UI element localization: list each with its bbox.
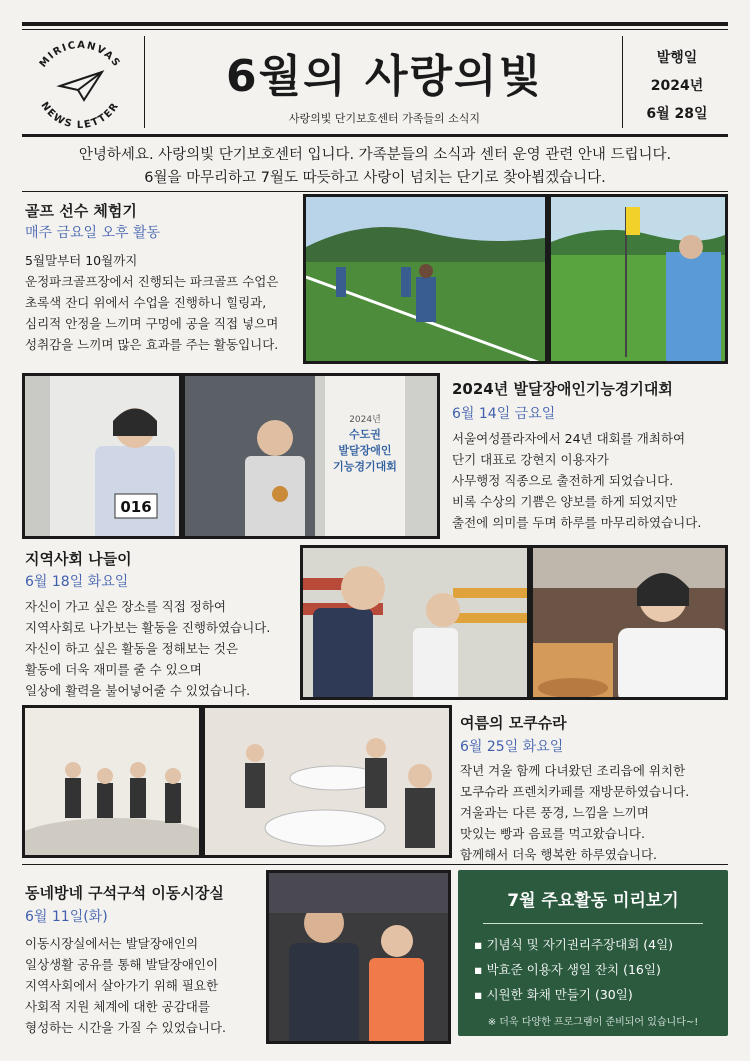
intro-text xyxy=(22,144,728,190)
outing-line: 일상에 활력을 불어넣어줄 수 있었습니다. xyxy=(25,683,251,698)
mayor-date: 6월 11일(화) xyxy=(25,909,108,925)
golf-date: 매주 금요일 오후 활동 xyxy=(25,225,161,241)
banner-line-1: 수도권 xyxy=(349,428,381,441)
outing-date: 6월 18일 화요일 xyxy=(25,574,129,590)
golf-line: 성취감을 느끼며 많은 효과를 주는 활동입니다. xyxy=(25,337,279,352)
cafe-line: 맛있는 빵과 음료를 먹고왔습니다. xyxy=(460,826,645,841)
preview-item: ▪ 시원한 화채 만들기 (30일) xyxy=(474,987,633,1002)
contest-line: 단기 대표로 강현지 이용자가 xyxy=(452,452,609,467)
mayor-body xyxy=(25,933,226,1038)
issue-date: 6월 28일 xyxy=(646,106,708,122)
cafe-line: 겨울과는 다른 풍경, 느낌을 느끼며 xyxy=(460,805,649,820)
banner-line-3: 기능경기대회 xyxy=(333,460,397,473)
mayor-title: 동네방네 구석구석 이동시장실 xyxy=(25,884,224,902)
paper-plane-icon xyxy=(60,72,102,100)
cafe-date: 6월 25일 화요일 xyxy=(460,739,564,755)
outing-line: 자신이 하고 싶은 활동을 정해보는 것은 xyxy=(25,641,239,656)
golf-line: 5월말부터 10월까지 xyxy=(25,253,138,268)
banner-line-2: 발달장애인 xyxy=(338,444,392,457)
cafe-line: 함께해서 더욱 행복한 하루였습니다. xyxy=(460,847,658,862)
intro-line-1: 안녕하세요. 사랑의빛 단기보호센터 입니다. 가족분들의 소식과 센터 운영 관련 안내 드립니다. xyxy=(78,147,672,163)
issue-year: 2024년 xyxy=(650,78,704,94)
mayor-line: 일상생활 공유를 통해 발달장애인이 xyxy=(25,957,219,972)
contest-body xyxy=(452,428,701,533)
golf-line: 초록색 잔디 위에서 수업을 진행하니 힐링과, xyxy=(25,295,267,310)
preview-note: ※ 더욱 다양한 프로그램이 준비되어 있습니다~! xyxy=(487,1017,699,1028)
masthead xyxy=(22,26,728,136)
mayor-photo xyxy=(266,870,451,1044)
preview-item: ▪ 박효준 이용자 생일 잔치 (16일) xyxy=(474,962,661,977)
contest-line: 출전에 의미를 두며 하루를 마무리하였습니다. xyxy=(452,515,702,530)
masthead-divider-left xyxy=(144,36,145,128)
outing-photo-left xyxy=(300,545,530,700)
svg-text:MIRICANVAS: MIRICANVAS xyxy=(37,39,123,70)
outing-title: 지역사회 나들이 xyxy=(25,550,132,568)
golf-line: 심리적 안정을 느끼며 구멍에 공을 직접 넣으며 xyxy=(25,316,279,331)
banner-year: 2024년 xyxy=(349,415,381,425)
preview-item-text: 시원한 화채 만들기 (30일) xyxy=(486,987,633,1002)
outing-line: 지역사회로 나가보는 활동을 진행하였습니다. xyxy=(25,620,271,635)
intro-rule xyxy=(22,191,728,192)
golf-title: 골프 선수 체험기 xyxy=(25,202,137,220)
preview-item: ▪ 기념식 및 자기권리주장대회 (4일) xyxy=(474,937,674,952)
svg-text:NEWS LETTER: NEWS LETTER xyxy=(38,100,122,130)
newsletter-title: 6월의 사랑의빛 xyxy=(226,51,543,102)
contest-line: 서울여성플라자에서 24년 대회를 개최하여 xyxy=(452,431,686,446)
outing-photo-right xyxy=(530,545,728,700)
mayor-line: 이동시장실에서는 발달장애인의 xyxy=(25,936,199,951)
contest-line: 사무행정 직종으로 출전하게 되었습니다. xyxy=(452,473,674,488)
july-preview-box xyxy=(458,870,728,1036)
mayor-line: 형성하는 시간을 가질 수 있었습니다. xyxy=(25,1020,226,1035)
outing-line: 자신이 가고 싶은 장소를 직접 정하여 xyxy=(25,599,226,614)
golf-photo-right xyxy=(548,194,728,364)
contest-line: 비록 수상의 기쁨은 양보를 하게 되었지만 xyxy=(452,494,678,509)
outing-line: 활동에 더욱 재미를 줄 수 있으며 xyxy=(25,662,202,677)
golf-photo-left xyxy=(303,194,548,364)
contest-photo-right xyxy=(182,373,440,539)
cafe-photo-right xyxy=(202,705,452,858)
cafe-line: 모쿠슈라 프렌치카페를 재방문하였습니다. xyxy=(460,784,690,799)
preview-underline xyxy=(483,923,703,924)
cafe-photo-left xyxy=(22,705,202,858)
bib-number: 016 xyxy=(120,498,152,516)
golf-line: 운정파크골프장에서 진행되는 파크골프 수업은 xyxy=(25,274,279,289)
cafe-title: 여름의 모쿠슈라 xyxy=(460,714,567,732)
cafe-body xyxy=(460,760,689,865)
preview-title: 7월 주요활동 미리보기 xyxy=(507,891,679,911)
contest-photo-left xyxy=(22,373,182,539)
contest-title: 2024년 발달장애인기능경기대회 xyxy=(452,380,673,398)
cafe-line: 작년 겨울 함께 다녀왔던 조리읍에 위치한 xyxy=(460,763,686,778)
newsletter-subtitle: 사랑의빛 단기보호센터 가족들의 소식지 xyxy=(288,112,481,125)
preview-item-text: 기념식 및 자기권리주장대회 (4일) xyxy=(486,937,674,952)
masthead-divider-right xyxy=(622,36,623,128)
issue-label: 발행일 xyxy=(656,50,698,66)
preview-item-text: 박효준 이용자 생일 잔치 (16일) xyxy=(486,962,661,977)
mayor-line: 지역사회에서 살아가기 위해 필요한 xyxy=(25,978,219,993)
golf-body xyxy=(25,250,278,355)
mayor-line: 사회적 지원 체계에 대한 공감대를 xyxy=(25,999,210,1014)
outing-body xyxy=(25,596,270,701)
lower-rule xyxy=(22,864,728,865)
issue-date-block xyxy=(627,44,727,128)
preview-list xyxy=(458,932,728,1007)
newsletter-logo xyxy=(24,34,136,130)
intro-line-2: 6월을 마무리하고 7월도 따듯하고 사랑이 넘치는 단기로 찾아뵙겠습니다. xyxy=(144,170,606,186)
contest-date: 6월 14일 금요일 xyxy=(452,406,556,422)
